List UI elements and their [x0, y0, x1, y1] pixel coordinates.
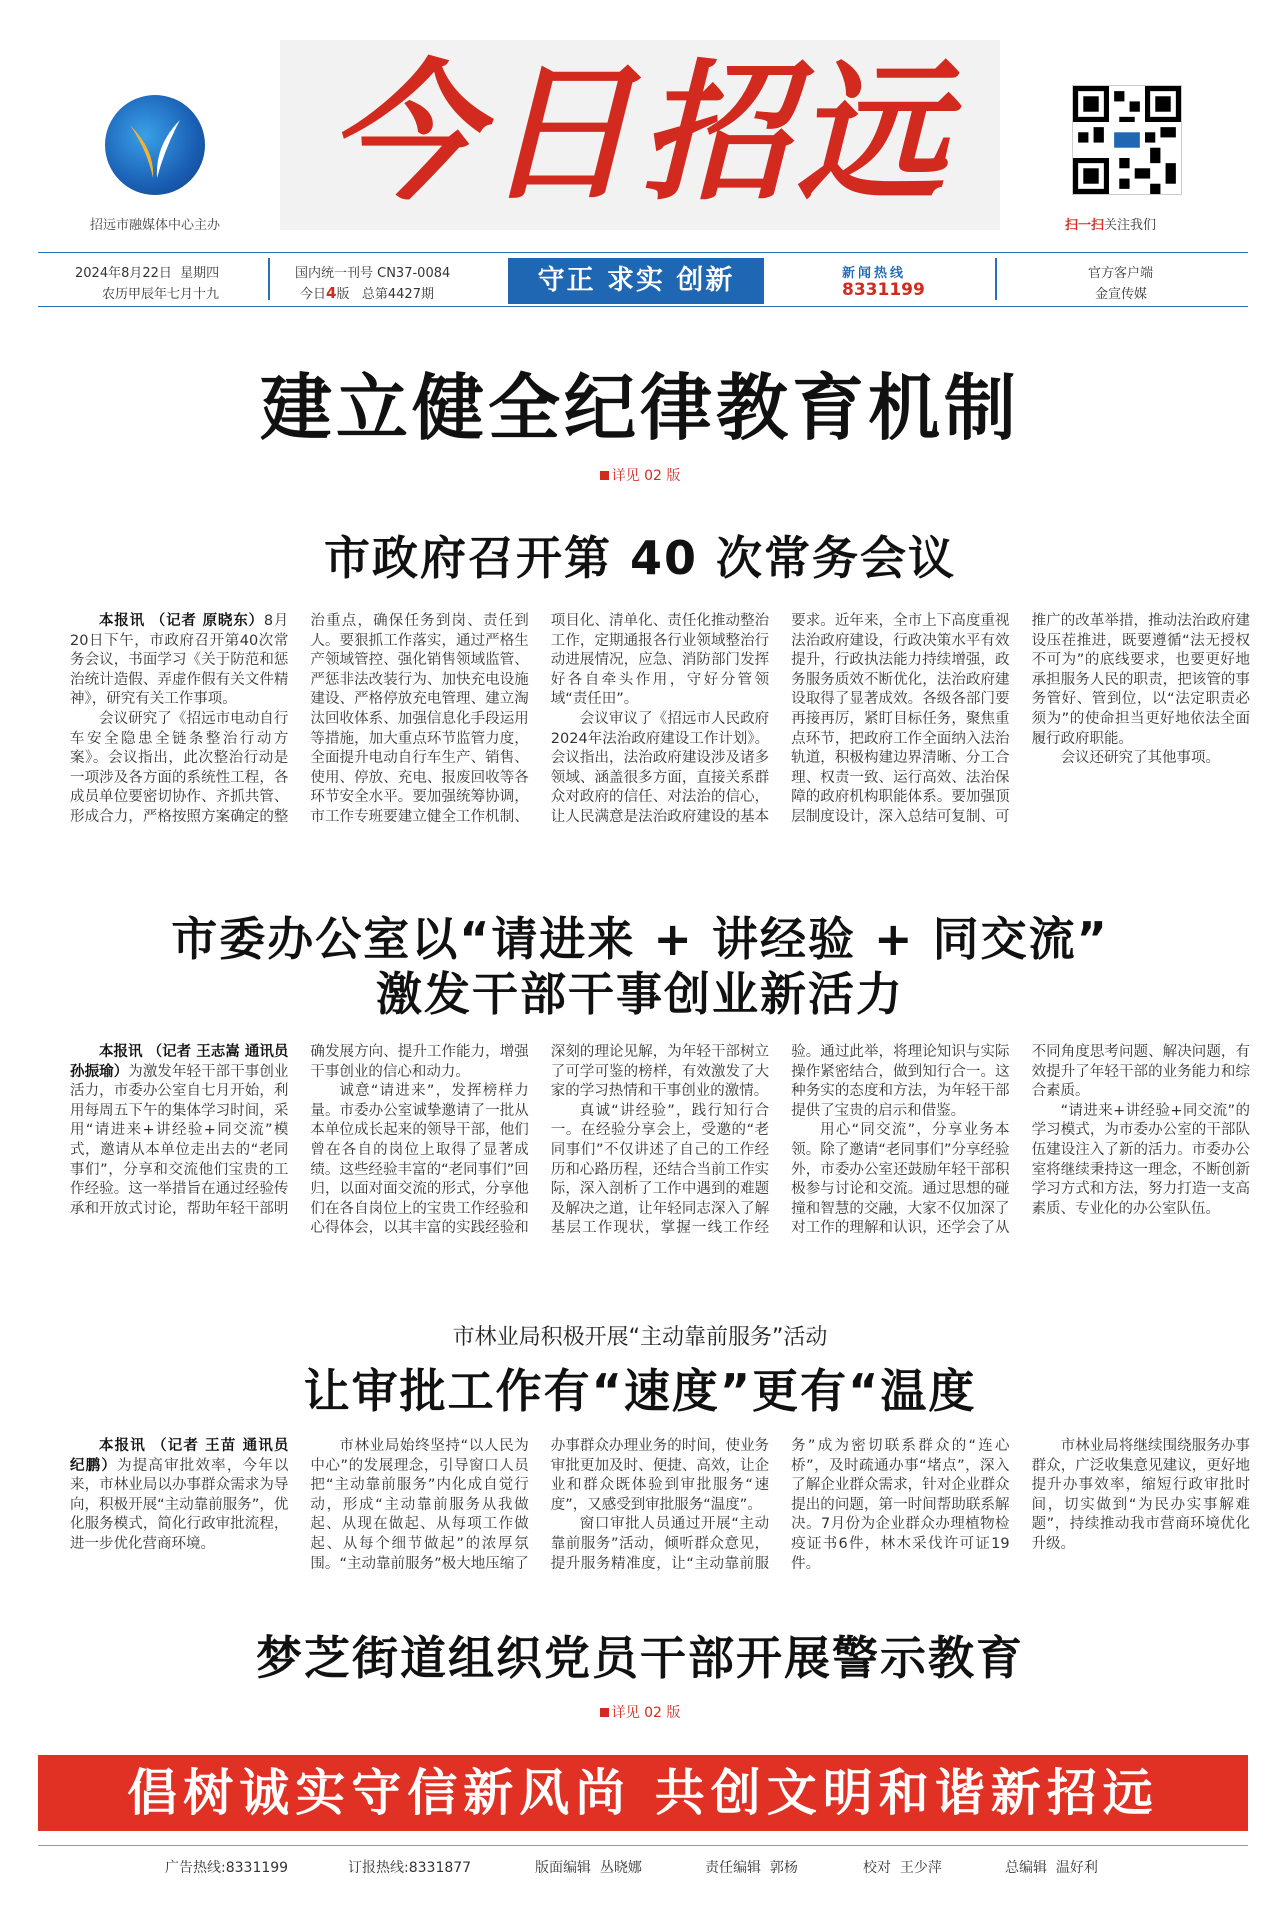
issue-number: 总第4427期 [361, 287, 434, 302]
logo-swoosh-icon [125, 110, 185, 180]
motto-badge: 守正 求实 创新 [508, 258, 764, 304]
subscription-hotline: 订报热线:8331877 [348, 1860, 472, 1876]
client-label: 官方客户端 [1088, 266, 1154, 281]
hotline-number: 8331199 [842, 280, 925, 300]
layout-editor: 版面编辑 丛晓娜 [535, 1860, 642, 1876]
ad-hotline: 广告热线:8331199 [165, 1860, 289, 1876]
responsible-editor: 责任编辑 郭杨 [705, 1860, 798, 1876]
info-bar-top-rule [38, 252, 1248, 253]
issn: 国内统一刊号 CN37-0084 [295, 266, 451, 281]
story3-kicker: 市林业局积极开展“主动靠前服务”活动 [452, 1325, 828, 1350]
page-count: 今日4版 总第4427期 [300, 284, 434, 302]
story1-byline: 本报讯 （记者 原晓东） [99, 613, 264, 629]
qr-follow-label: 关注我们 [1104, 218, 1157, 233]
org-caption: 招远市融媒体中心主办 [90, 218, 221, 233]
info-bar-bottom-rule [38, 306, 1248, 307]
qr-caption [1065, 214, 1156, 233]
story1-body: 本报讯 （记者 原晓东）8月20日下午，市政府召开第40次常务会议，书面学习《关于防范和惩治统计造假、弄虚作假有关文件精神》，研究有关工作事项。 会议研究了《招远市电动自行车安全隐患全链条整治行动方案》。会议指出，此次整治行动是一项涉及各方面的系统性工程，各成员单位要密切协作、齐抓共管、形成合力，严格按照方案确定的整治重点，确保任务到岗、责任到人。要狠抓工作落实，通过严格生产领域管控、强化销售领域监管、严惩非法改装行为、加快充电设施建设、严格停放充电管理、建立淘汰回收体系、加强信息化手段运用等措施，加大重点环节监管力度，全面提升电动自行车生产、销售、使用、停放、充电、报废回收等各环节安全水平。要加强统筹协调，市工作专班要建立健全工作机制、项目化、清单化、责任化推动整治工作，定期通报各行业领域整治行动进展情况，应急、消防部门发挥好各自牵头作用，守好分管领域“责任田”。 会议审议了《招远市人民政府2024年法治政府建设工作计划》。会议指出，法治政府建设涉及诸多领域、涵盖很多方面，直接关系群众对政府的信任、对法治的信心，让人民满意是法治政府建设的基本要求。近年来，全市上下高度重视法治政府建设，行政决策水平有效提升，行政执法能力持续增强，政务服务质效不断优化，法治政府建设取得了显著成效。各级各部门要再接再厉，紧盯目标任务，聚焦重点环节，把政府工作全面纳入法治轨道，积极构建边界清晰、分工合理、权责一致、运行高效、法治保障的政府机构职能体系。要加强顶层制度设计，深入总结可复制、可推广的改革举措，推动法治政府建设压茬推进，既要遵循“法无授权不可为”的底线要求，也要更好地承担服务人民的职责，把该管的事务管好、管到位，以“法定职责必须为”的使命担当更好地依法全面履行政府职能。 会议还研究了其他事项。 [70, 613, 1250, 825]
qr-code-icon[interactable] [1072, 85, 1182, 195]
newspaper-title: 今日招远 [327, 45, 952, 221]
qr-scan-label: 扫一扫 [1065, 218, 1105, 233]
story4-see-page[interactable]: 详见 02 版 [0, 1702, 1280, 1722]
client-name: 金宣传媒 [1095, 287, 1148, 302]
story2-headline-line1: 市委办公室以“请进来 + 讲经验 + 同交流” [171, 912, 1109, 966]
hotline-label: 新闻热线 [842, 266, 907, 281]
issue-date: 2024年8月22日 星期四 [75, 266, 220, 281]
civic-banner: 倡树诚实守信新风尚 共创文明和谐新招远 [38, 1755, 1248, 1831]
chief-editor: 总编辑 温好利 [1005, 1860, 1098, 1876]
divider [995, 258, 997, 300]
story3-byline: 本报讯 （记者 王苗 通讯员 纪鹏） [70, 1438, 289, 1474]
lead-headline: 建立健全纪律教育机制 [259, 366, 1020, 450]
story1-headline: 市政府召开第 40 次常务会议 [323, 531, 957, 585]
story2-body: 本报讯 （记者 王志嵩 通讯员 孙振瑜）为激发年轻干部干事创业活力，市委办公室自七月开始，利用每周五下午的集体学习时间，采用“请进来+讲经验+同交流”模式，邀请从本单位走出去的“老同事们”，分享和交流他们宝贵的工作经验。这一举措旨在通过经验传承和开放式讨论，帮助年轻干部明确发展方向、提升工作能力，增强干事创业的信心和动力。 诚意“请进来”，发挥榜样力量。市委办公室诚挚邀请了一批从本单位成长起来的领导干部，他们曾在各自的岗位上取得了显著成绩。这些经验丰富的“老同事们”回归，以面对面交流的形式，分享他们在各自岗位上的宝贵工作经验和心得体会，以其丰富的实践经验和深刻的理论见解，为年轻干部树立了可学可鉴的榜样，有效激发了大家的学习热情和干事创业的激情。 真诚“讲经验”，践行知行合一。在经验分享会上，受邀的“老同事们”不仅讲述了自己的工作经历和心路历程，还结合当前工作实际，深入剖析了工作中遇到的难题及解决之道，让年轻同志深入了解基层工作现状，掌握一线工作经验。通过此举，将理论知识与实际操作紧密结合，做到知行合一。这种务实的态度和方法，为年轻干部提供了宝贵的启示和借鉴。 用心“同交流”，分享业务本领。除了邀请“老同事们”分享经验外，市委办公室还鼓励年轻干部积极参与讨论和交流。通过思想的碰撞和智慧的交融，大家不仅加深了对工作的理解和认识，还学会了从不同角度思考问题、解决问题，有效提升了年轻干部的业务能力和综合素质。 “请进来+讲经验+同交流”的学习模式，为市委办公室的干部队伍建设注入了新的活力。市委办公室将继续秉持这一理念，不断创新学习方式和方法，努力打造一支高素质、专业化的办公室队伍。 [70, 1044, 1250, 1237]
story2-headline-line2: 激发干部干事创业新活力 [376, 967, 904, 1021]
lead-see-page[interactable]: 详见 02 版 [0, 465, 1280, 485]
footer-rule [38, 1845, 1248, 1846]
story3-headline: 让审批工作有“速度”更有“温度 [303, 1364, 977, 1418]
proofreader: 校对 王少萍 [863, 1860, 942, 1876]
story2-byline: 本报讯 （记者 王志嵩 通讯员 孙振瑜） [70, 1044, 289, 1080]
story4-headline: 梦芝街道组织党员干部开展警示教育 [256, 1631, 1024, 1685]
divider [268, 258, 270, 300]
story3-body: 本报讯 （记者 王苗 通讯员 纪鹏）为提高审批效率，今年以来，市林业局以办事群众需求为导向，积极开展“主动靠前服务”，优化服务模式，简化行政审批流程，进一步优化营商环境。 市林业局始终坚持“以人民为中心”的发展理念，引导窗口人员把“主动靠前服务”内化成自觉行动，形成“主动靠前服务从我做起、从现在做起、从每项工作做起、从每个细节做起”的浓厚氛围。“主动靠前服务”极大地压缩了办事群众办理业务的时间，使业务审批更加及时、便捷、高效，让企业和群众既体验到审批服务“速度”，又感受到审批服务“温度”。 窗口审批人员通过开展“主动靠前服务”活动，倾听群众意见，提升服务精准度，让“主动靠前服务”成为密切联系群众的“连心桥”，及时疏通办事“堵点”，深入了解企业群众需求，针对企业群众提出的问题，第一时间帮助联系解决。7月份为企业群众办理植物检疫证书6件，林木采伐许可证19件。 市林业局将继续围绕服务办事群众，广泛收集意见建议，更好地提升办事效率，缩短行政审批时间，切实做到“为民办实事解难题”，持续推动我市营商环境优化升级。 [70, 1438, 1250, 1572]
lunar-date: 农历甲辰年七月十九 [102, 287, 220, 302]
